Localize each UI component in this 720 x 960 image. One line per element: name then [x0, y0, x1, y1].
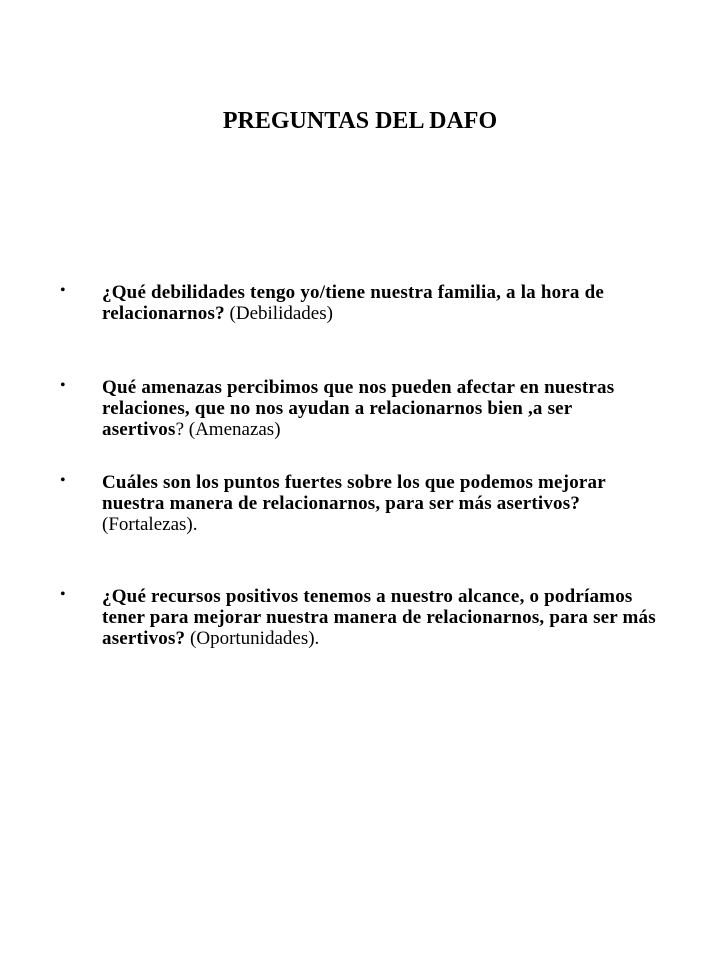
question-category: (Fortalezas). — [102, 514, 198, 535]
bullet-icon: • — [60, 377, 66, 394]
page-title: PREGUNTAS DEL DAFO — [222, 108, 498, 134]
question-category: (Oportunidades). — [185, 628, 320, 649]
question-text — [102, 472, 658, 535]
question-bold: ¿Qué recursos positivos tenemos a nuestro alcance, o podríamos tener para mejorar nuestra manera de relacionarnos, para ser más asertivos? — [102, 586, 656, 649]
question-category: ? (Amenazas) — [175, 419, 281, 440]
bullet-icon: • — [60, 586, 66, 603]
question-text — [102, 586, 658, 649]
question-bold: Qué amenazas percibimos que nos pueden afectar en nuestras relaciones, que no nos ayudan a relacionarnos bien ,a ser asertivos — [102, 377, 615, 440]
question-text — [102, 377, 658, 440]
question-category: (Debilidades) — [224, 303, 333, 324]
question-bold: ¿Qué debilidades tengo yo/tiene nuestra familia, a la hora de relacionarnos? — [102, 282, 604, 324]
question-text — [102, 282, 658, 324]
bullet-icon: • — [60, 472, 66, 489]
bullet-icon: • — [60, 282, 66, 299]
question-bold: Cuáles son los puntos fuertes sobre los que podemos mejorar nuestra manera de relacionarnos, para ser más asertivos? — [102, 472, 606, 514]
